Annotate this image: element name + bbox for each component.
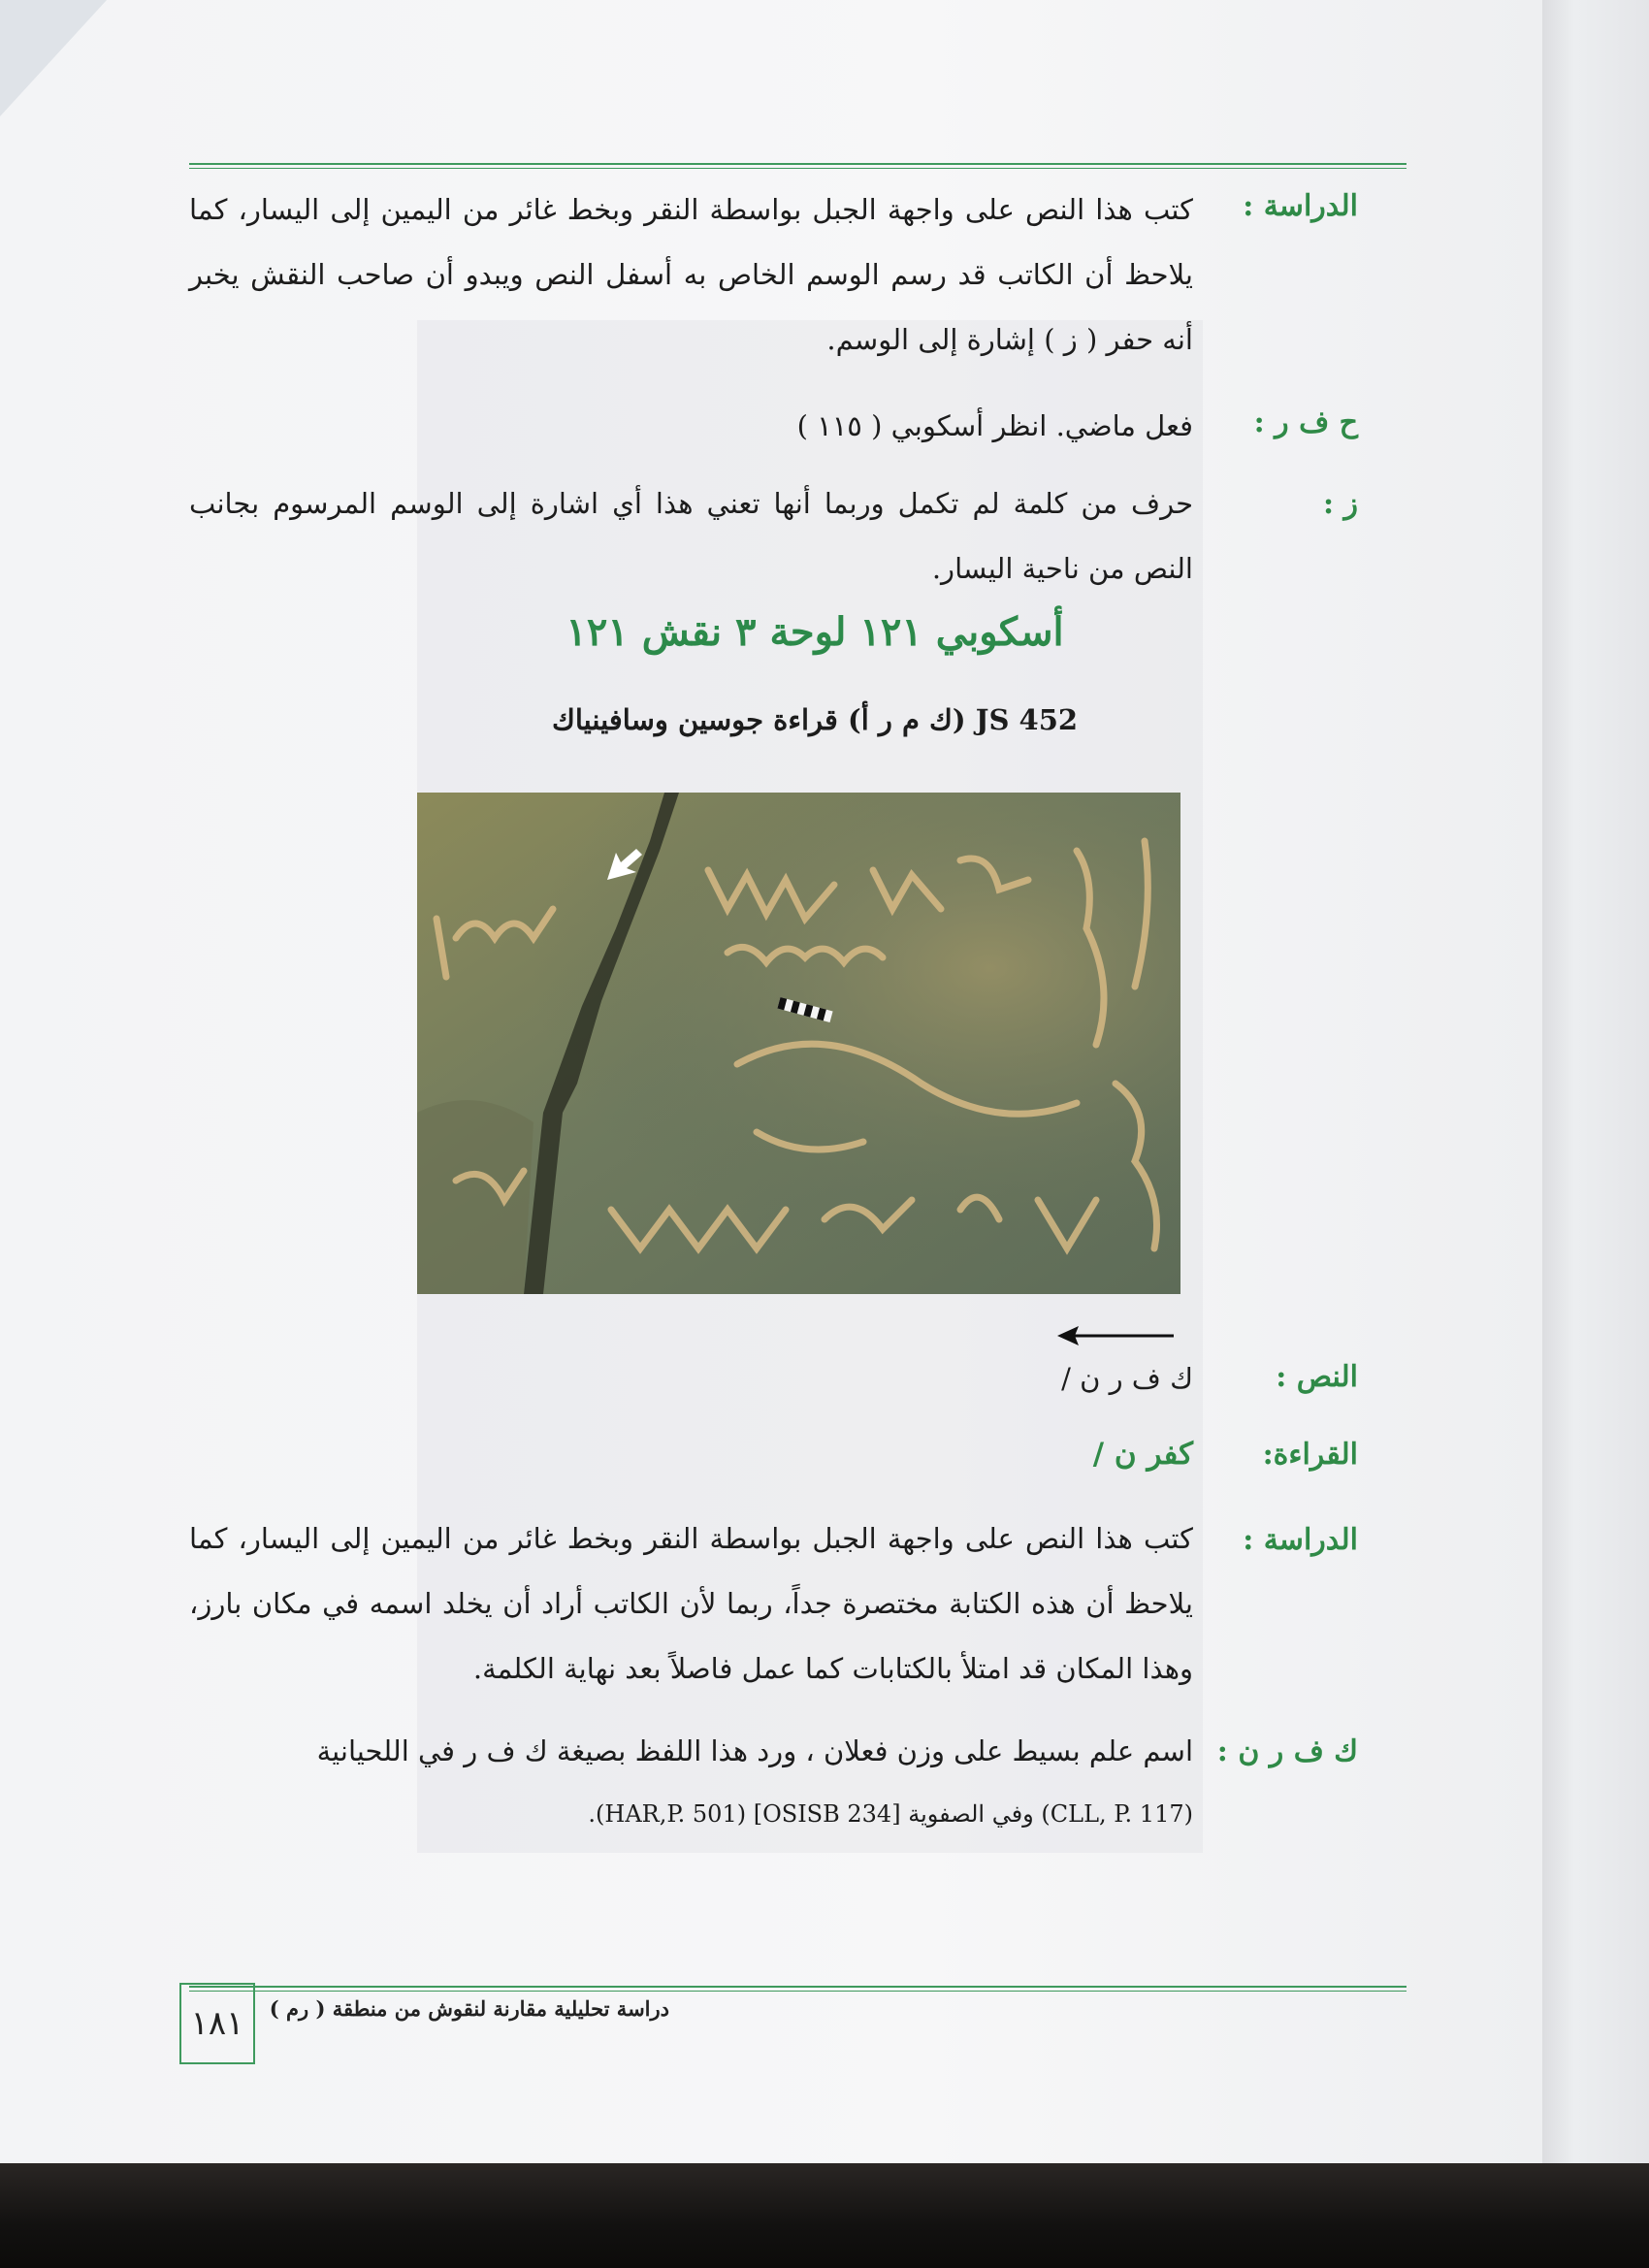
rock-inscription-photo [417, 793, 1180, 1294]
kfrn-text-line1: اسم علم بسيط على وزن فعلان ، ورد هذا اللفظ بصيغة ك ف ر في اللحيانية [316, 1734, 1193, 1767]
footer-title: دراسة تحليلية مقارنة لنقوش من منطقة ( رم ) [269, 1996, 669, 2021]
study-label-2: الدراسة : [1243, 1523, 1358, 1557]
inscription-subtitle: JS 452 (ك م ر أ) قراءة جوسين وسافينياك [551, 703, 1079, 736]
study-text-1: كتب هذا النص على واجهة الجبل بواسطة النقر وبخط غائر من اليمين إلى اليسار، كما يلاحظ أن الكاتب قد رسم الوسم الخاص به أسفل النص ويبدو أن صاحب النقش يخبر أنه حفر ( ز ) إشارة إلى الوسم. [189, 193, 1193, 356]
folded-corner [0, 0, 107, 116]
study-text-2: كتب هذا النص على واجهة الجبل بواسطة النقر وبخط غائر من اليمين إلى اليسار، كما يلاحظ أن هذه الكتابة مختصرة جداً، ربما لأن الكاتب أراد أن يخلد اسمه في مكان بارز، وهذا المكان قد امتلأ بالكتابات كما عمل فاصلاً بعد نهاية الكلمة. [189, 1522, 1193, 1685]
study-label-1: الدراسة : [1243, 189, 1358, 223]
header-rule [189, 163, 1406, 169]
rock-photo-icon [417, 793, 1180, 1294]
reading-label: القراءة: [1262, 1438, 1358, 1472]
kfrn-label: ك ف ر ن : [1216, 1734, 1358, 1768]
inscription-title: أسكوبي ١٢١ لوحة ٣ نقش ١٢١ [566, 609, 1064, 655]
z-label: ز : [1322, 487, 1358, 521]
page-edge [1542, 0, 1649, 2163]
reading-value: كفر ن / [1092, 1437, 1193, 1472]
z-text: حرف من كلمة لم تكمل وربما أنها تعني هذا أي اشارة إلى الوسم المرسوم بجانب النص من ناحية اليسار. [189, 487, 1193, 585]
page-number: ١٨١ [179, 1983, 255, 2064]
text-label: النص : [1276, 1360, 1358, 1394]
hfr-text: فعل ماضي. انظر أسكوبي ( ١١٥ ) [796, 409, 1193, 442]
kfrn-text-line2: (CLL, P. 117) وفي الصفوية [OSISB 234] (HAR,P. 501). [588, 1800, 1193, 1828]
hfr-label: ح ف ر : [1253, 405, 1358, 439]
scan-shadow [0, 2163, 1649, 2268]
text-value: ك ف ر ن / [1061, 1362, 1193, 1395]
footer-rule [189, 1986, 1406, 1992]
writing-direction-arrow-icon [1057, 1322, 1174, 1349]
